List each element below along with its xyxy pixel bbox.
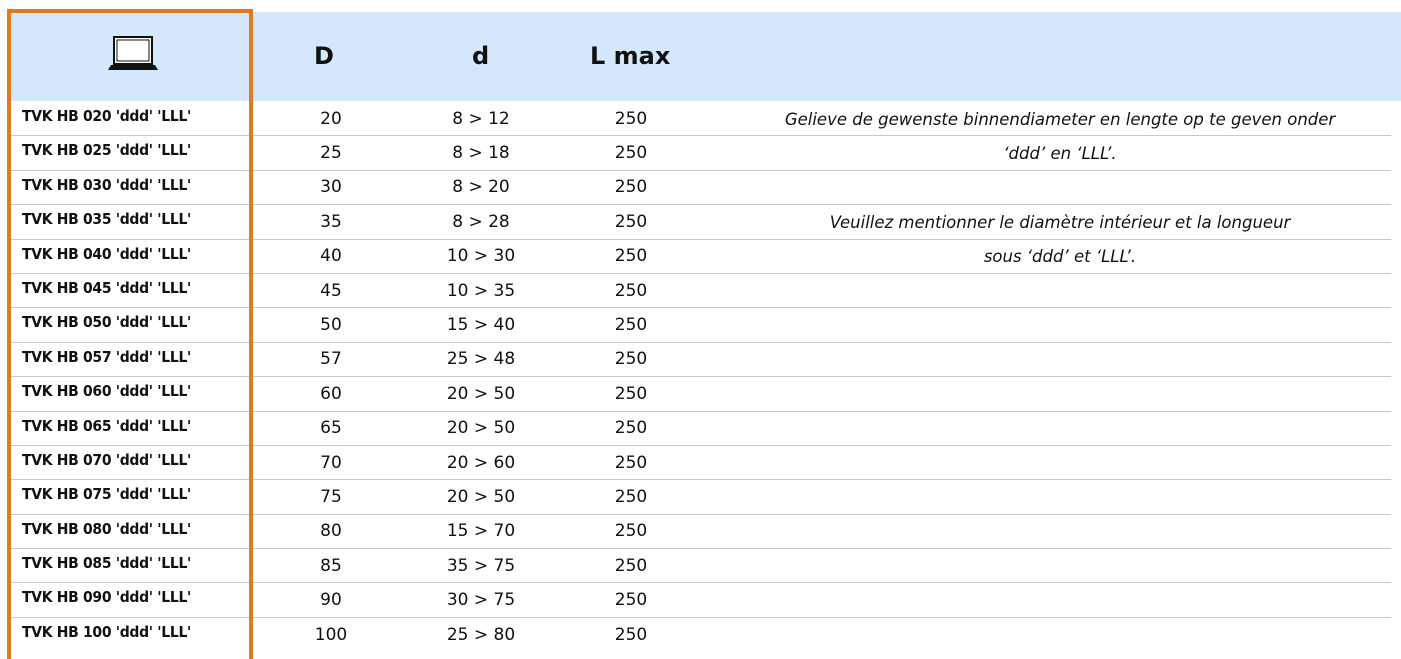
D-cell: 85 — [320, 555, 342, 576]
code-cell: TVK HB 060 'ddd' 'LLL' — [22, 382, 192, 401]
L-cell: 250 — [614, 211, 648, 232]
d-cell: 8 > 18 — [452, 143, 510, 164]
D-cell: 25 — [320, 143, 342, 164]
table-row — [11, 412, 1391, 446]
L-cell: 250 — [614, 590, 648, 611]
D-cell: 50 — [320, 315, 342, 336]
L-cell: 250 — [614, 246, 648, 267]
note-dutch-line-1: Gelieve de gewenste binnendiameter en lengte op te geven onder — [784, 109, 1336, 129]
d-cell: 8 > 12 — [452, 108, 510, 129]
table-row — [11, 618, 1391, 652]
L-cell: 250 — [614, 315, 648, 336]
note-french-line-1: Veuillez mentionner le diamètre intérieur et la longueur — [829, 212, 1291, 232]
D-cell: 30 — [320, 177, 342, 198]
table-body — [0, 102, 1401, 652]
L-cell: 250 — [614, 280, 648, 301]
code-cell: TVK HB 085 'ddd' 'LLL' — [22, 554, 192, 573]
L-cell: 250 — [614, 177, 648, 198]
D-cell: 20 — [320, 108, 342, 129]
D-cell: 57 — [320, 349, 342, 370]
code-cell: TVK HB 090 'ddd' 'LLL' — [22, 588, 192, 607]
table-row — [11, 171, 1391, 205]
L-cell: 250 — [614, 418, 648, 439]
d-cell: 10 > 35 — [446, 280, 516, 301]
d-cell: 10 > 30 — [446, 246, 516, 267]
table-row — [11, 515, 1391, 549]
L-cell: 250 — [614, 108, 648, 129]
L-cell: 250 — [614, 143, 648, 164]
D-cell: 75 — [320, 486, 342, 507]
code-cell: TVK HB 030 'ddd' 'LLL' — [22, 175, 192, 194]
d-cell: 8 > 28 — [452, 211, 510, 232]
table-row — [11, 480, 1391, 514]
table-row — [11, 308, 1391, 342]
L-cell: 250 — [614, 486, 648, 507]
code-cell: TVK HB 057 'ddd' 'LLL' — [22, 347, 192, 366]
code-cell: TVK HB 025 'ddd' 'LLL' — [22, 141, 192, 160]
D-cell: 90 — [320, 590, 342, 611]
table-row — [11, 343, 1391, 377]
laptop-icon — [107, 33, 159, 75]
L-cell: 250 — [614, 625, 648, 646]
table-row — [11, 583, 1391, 617]
d-cell: 35 > 75 — [446, 555, 516, 576]
D-cell: 45 — [320, 280, 342, 301]
L-cell: 250 — [614, 452, 648, 473]
code-cell: TVK HB 070 'ddd' 'LLL' — [22, 450, 192, 469]
d-cell: 20 > 50 — [446, 383, 516, 404]
table-header — [10, 12, 1401, 101]
L-cell: 250 — [614, 383, 648, 404]
code-cell: TVK HB 075 'ddd' 'LLL' — [22, 485, 192, 504]
code-cell: TVK HB 100 'ddd' 'LLL' — [22, 622, 192, 641]
D-cell: 100 — [314, 625, 348, 646]
note-dutch-line-2: ‘ddd’ en ‘LLL’. — [1003, 143, 1117, 163]
code-cell: TVK HB 035 'ddd' 'LLL' — [22, 210, 192, 229]
d-cell: 15 > 70 — [446, 521, 516, 542]
L-cell: 250 — [614, 349, 648, 370]
d-cell: 20 > 50 — [446, 486, 516, 507]
code-cell: TVK HB 045 'ddd' 'LLL' — [22, 278, 192, 297]
column-header-L-max: L max — [590, 42, 671, 70]
column-header-d: d — [472, 42, 490, 70]
D-cell: 65 — [320, 418, 342, 439]
d-cell: 8 > 20 — [452, 177, 510, 198]
table-row — [11, 446, 1391, 480]
table-row — [11, 549, 1391, 583]
code-cell: TVK HB 040 'ddd' 'LLL' — [22, 244, 192, 263]
L-cell: 250 — [614, 555, 648, 576]
d-cell: 15 > 40 — [446, 315, 516, 336]
D-cell: 60 — [320, 383, 342, 404]
code-cell: TVK HB 050 'ddd' 'LLL' — [22, 313, 192, 332]
L-cell: 250 — [614, 521, 648, 542]
column-header-D: D — [314, 42, 334, 70]
D-cell: 80 — [320, 521, 342, 542]
D-cell: 35 — [320, 211, 342, 232]
d-cell: 25 > 48 — [446, 349, 516, 370]
table-row — [11, 377, 1391, 411]
code-cell: TVK HB 065 'ddd' 'LLL' — [22, 416, 192, 435]
code-cell: TVK HB 080 'ddd' 'LLL' — [22, 519, 192, 538]
table-row — [11, 274, 1391, 308]
d-cell: 25 > 80 — [446, 625, 516, 646]
D-cell: 70 — [320, 452, 342, 473]
d-cell: 20 > 60 — [446, 452, 516, 473]
code-cell: TVK HB 020 'ddd' 'LLL' — [22, 107, 192, 125]
d-cell: 20 > 50 — [446, 418, 516, 439]
D-cell: 40 — [320, 246, 342, 267]
note-french-line-2: sous ‘ddd’ et ‘LLL’. — [983, 246, 1137, 266]
d-cell: 30 > 75 — [446, 590, 516, 611]
